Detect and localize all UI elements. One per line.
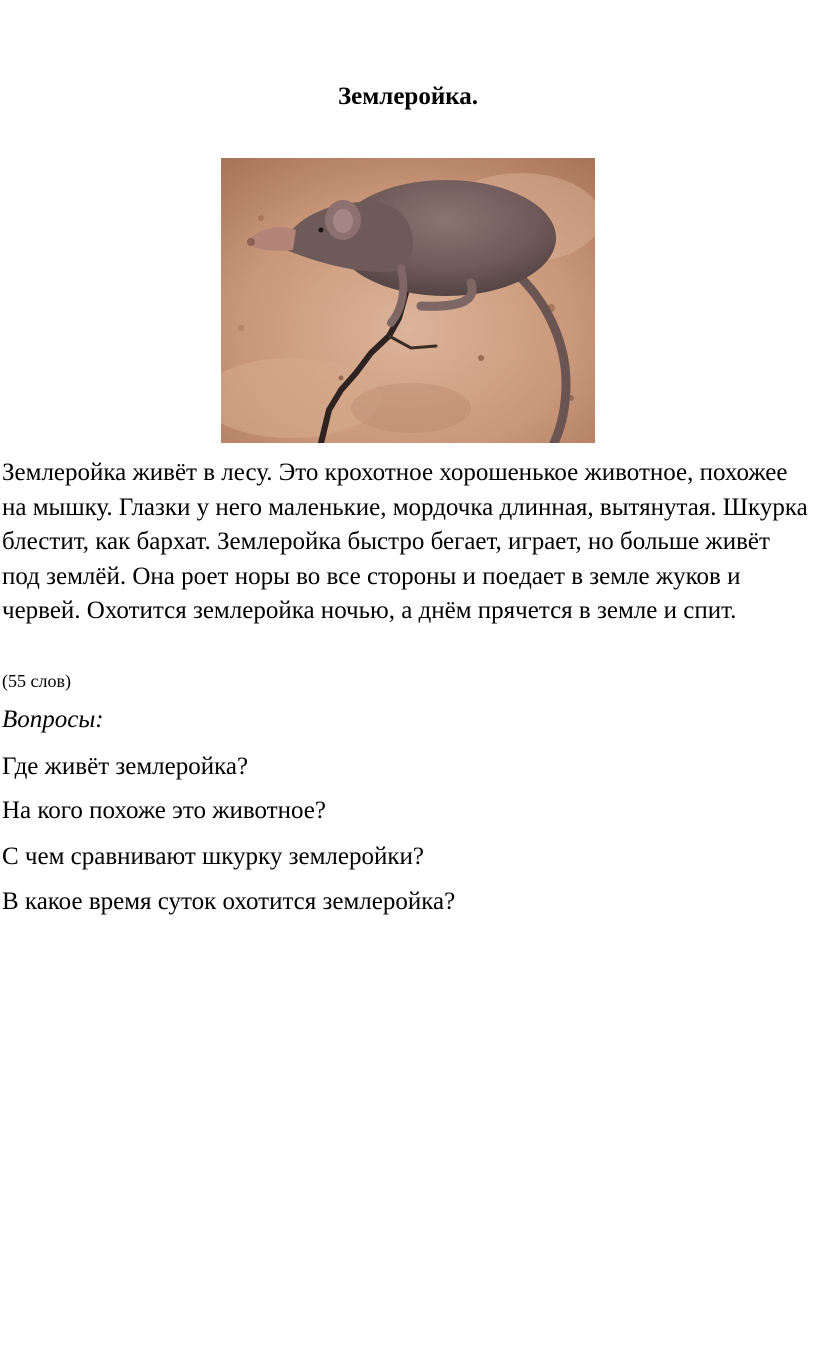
word-count: (55 слов) (2, 671, 71, 691)
question-4: В какое время суток охотится землеройка? (2, 888, 456, 915)
questions-heading: Вопросы: (2, 706, 104, 733)
document-title: Землеройка. (337, 83, 479, 110)
question-3: С чем сравнивают шкурку землеройки? (2, 843, 424, 870)
question-1: Где живёт землеройка? (2, 753, 249, 780)
question-2: На кого похоже это животное? (2, 797, 326, 824)
story-paragraph: Землеройка живёт в лесу. Это крохотное хорошенькое животное, похожее на мышку. Глазки у него маленькие, мордочка длинная, вытянутая. Шкурка блестит, как бархат. Землеройка быстро бегает, играет, но больше живёт под землёй. Она роет норы во все стороны и поедает в земле жуков и червей. Охотится землеройка ночью, а днём прячется в земле и спит. (2, 459, 808, 624)
shrew-photo (221, 158, 595, 443)
